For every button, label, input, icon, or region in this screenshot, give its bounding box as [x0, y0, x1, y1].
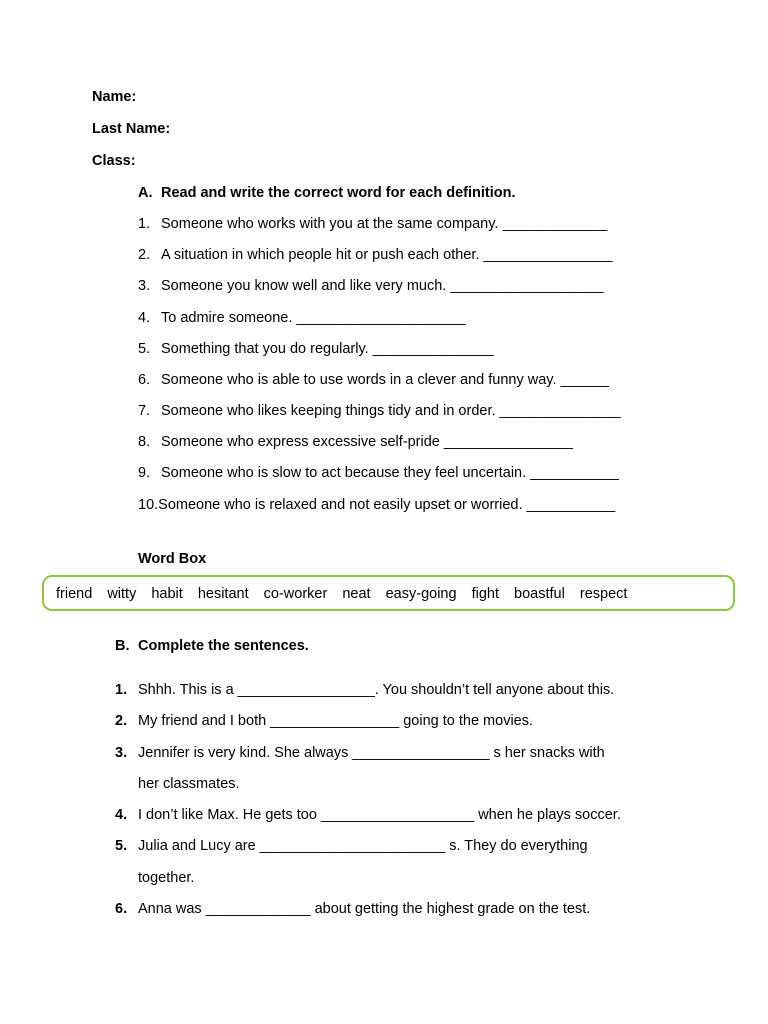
sentence-text: Shhh. This is a _________________. You shouldn’t tell anyone about this. — [138, 682, 615, 698]
definition-text: Someone you know well and like very much. ___________________ — [161, 278, 604, 294]
item-number: 1. — [115, 682, 128, 698]
item-number: 4. — [138, 310, 151, 326]
definition-text: Someone who express excessive self-pride ________________ — [161, 434, 573, 450]
sentence-item-1 — [115, 682, 614, 698]
name-label: Name: — [92, 89, 137, 105]
item-number: 5. — [115, 838, 128, 854]
word-fight: fight — [471, 586, 499, 602]
last-name-label: Last Name: — [92, 121, 171, 137]
definition-text: Someone who is relaxed and not easily upset or worried. ___________ — [158, 497, 616, 513]
sentence-item-3 — [115, 745, 605, 761]
definition-text: Someone who is able to use words in a clever and funny way. ______ — [161, 372, 609, 388]
definition-item-7 — [138, 403, 621, 419]
item-number: 3. — [138, 278, 151, 294]
definition-item-3 — [138, 278, 604, 294]
definition-text: Someone who likes keeping things tidy and in order. _______________ — [161, 403, 621, 419]
section-a-title: Read and write the correct word for each definition. — [161, 185, 516, 201]
class-label: Class: — [92, 153, 136, 169]
definition-text: Something that you do regularly. _______________ — [161, 341, 494, 357]
sentence-item-5 — [115, 838, 588, 854]
definition-item-1 — [138, 216, 607, 232]
item-number: 9. — [138, 465, 151, 481]
word-friend: friend — [56, 586, 93, 602]
definition-item-10 — [138, 497, 615, 513]
section-a-heading — [138, 185, 516, 201]
item-number: 6. — [138, 372, 151, 388]
sentence-text: I don’t like Max. He gets too ___________________ when he plays soccer. — [138, 807, 621, 823]
item-number: 2. — [115, 713, 128, 729]
definition-text: Someone who is slow to act because they feel uncertain. ___________ — [161, 465, 619, 481]
word-list — [56, 586, 638, 602]
word-easy-going: easy-going — [385, 586, 457, 602]
sentence-item-5-continuation: together. — [138, 870, 195, 886]
section-b-title: Complete the sentences. — [138, 638, 309, 654]
word-boastful: boastful — [514, 586, 565, 602]
definition-text: To admire someone. _____________________ — [161, 310, 466, 326]
sentence-text: My friend and I both ________________ going to the movies. — [138, 713, 534, 729]
item-number: 2. — [138, 247, 151, 263]
item-number: 1. — [138, 216, 151, 232]
section-a-letter: A. — [138, 185, 153, 201]
section-b-letter: B. — [115, 638, 130, 654]
definition-item-2 — [138, 247, 612, 263]
word-neat: neat — [342, 586, 371, 602]
item-number: 3. — [115, 745, 128, 761]
definition-item-6 — [138, 372, 609, 388]
word-hesitant: hesitant — [197, 586, 249, 602]
sentence-item-3-continuation: her classmates. — [138, 776, 240, 792]
definition-item-5 — [138, 341, 494, 357]
word-co-worker: co-worker — [263, 586, 328, 602]
definition-item-4 — [138, 310, 466, 326]
definition-text: Someone who works with you at the same company. _____________ — [161, 216, 608, 232]
sentence-item-4 — [115, 807, 621, 823]
word-box-title: Word Box — [138, 551, 207, 567]
item-number: 6. — [115, 901, 128, 917]
sentence-text: Anna was _____________ about getting the highest grade on the test. — [138, 901, 591, 917]
item-number: 7. — [138, 403, 151, 419]
item-number: 4. — [115, 807, 128, 823]
sentence-item-2 — [115, 713, 533, 729]
word-box — [42, 575, 735, 611]
sentence-text: Jennifer is very kind. She always _________________ s her snacks with — [138, 745, 605, 761]
section-b-heading — [115, 638, 309, 654]
definition-item-9 — [138, 465, 619, 481]
item-number: 10. — [138, 497, 159, 513]
word-habit: habit — [151, 586, 183, 602]
item-number: 5. — [138, 341, 151, 357]
word-respect: respect — [579, 586, 628, 602]
definition-item-8 — [138, 434, 573, 450]
definition-text: A situation in which people hit or push each other. ________________ — [161, 247, 613, 263]
sentence-item-6 — [115, 901, 590, 917]
item-number: 8. — [138, 434, 151, 450]
sentence-text: Julia and Lucy are _______________________ s. They do everything — [138, 838, 588, 854]
word-witty: witty — [107, 586, 137, 602]
